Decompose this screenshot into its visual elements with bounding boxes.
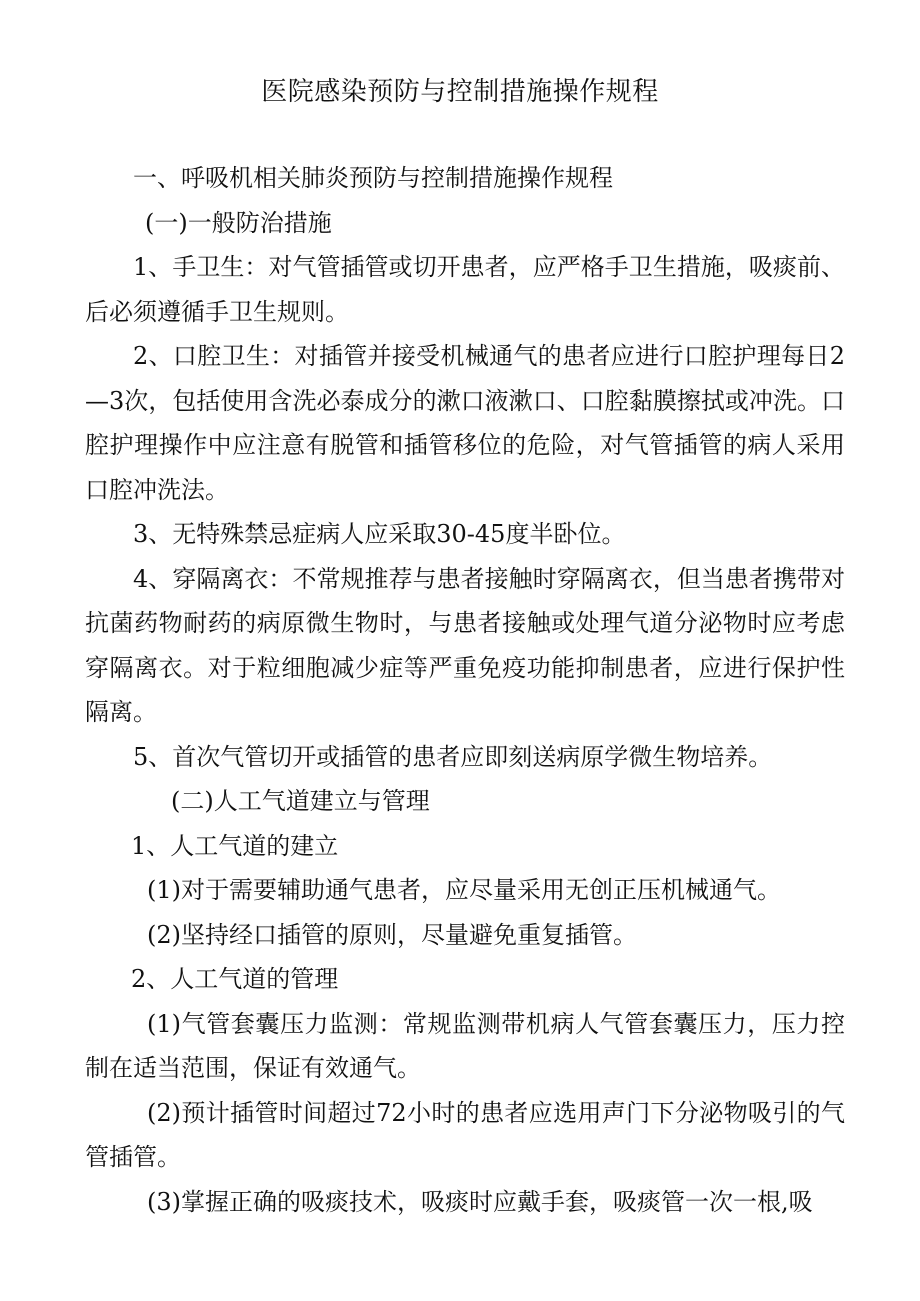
paragraph-hand-hygiene: 1、手卫生：对气管插管或切开患者，应严格手卫生措施，吸痰前、后必须遵循手卫生规则。 <box>85 253 845 326</box>
subsection-heading: (二)人工气道建立与管理 <box>171 787 430 815</box>
item-heading: 1、人工气道的建立 <box>131 831 339 860</box>
document-title: 医院感染预防与控制措施操作规程 <box>261 77 659 107</box>
item-heading: 2、人工气道的管理 <box>131 965 339 993</box>
list-item: (2)坚持经口插管的原则，尽量避免重复插管。 <box>147 920 637 949</box>
list-item: (1)对于需要辅助通气患者，应尽量采用无创正压机械通气。 <box>147 876 781 904</box>
paragraph-oral-hygiene: 2、口腔卫生：对插管并接受机械通气的患者应进行口腔护理每日2—3次，包括使用含洗必泰成分的漱口液漱口、口腔黏膜擦拭或冲洗。口腔护理操作中应注意有脱管和插管移位的危险，对气管插管的病人采用口腔冲洗法。 <box>85 342 845 504</box>
list-item: (2)预计插管时间超过72小时的患者应选用声门下分泌物吸引的气管插管。 <box>85 1098 845 1171</box>
paragraph-semi-recumbent: 3、无特殊禁忌症病人应采取30-45度半卧位。 <box>133 520 626 548</box>
paragraph-culture: 5、首次气管切开或插管的患者应即刻送病原学微生物培养。 <box>133 742 773 771</box>
list-item: (3)掌握正确的吸痰技术，吸痰时应戴手套，吸痰管一次一根,吸 <box>147 1187 813 1216</box>
list-item: (1)气管套囊压力监测：常规监测带机病人气管套囊压力，压力控制在适当范围，保证有效通气。 <box>85 1009 845 1082</box>
section-heading: 一、呼吸机相关肺炎预防与控制措施操作规程 <box>133 164 613 192</box>
subsection-heading: (一)一般防治措施 <box>145 208 332 237</box>
document-body <box>85 156 845 1224</box>
paragraph-isolation-gown: 4、穿隔离衣：不常规推荐与患者接触时穿隔离衣，但当患者携带对抗菌药物耐药的病原微生物时，与患者接触或处理气道分泌物时应考虑穿隔离衣。对于粒细胞减少症等严重免疫功能抑制患者，应进行保护性隔离。 <box>85 564 845 726</box>
